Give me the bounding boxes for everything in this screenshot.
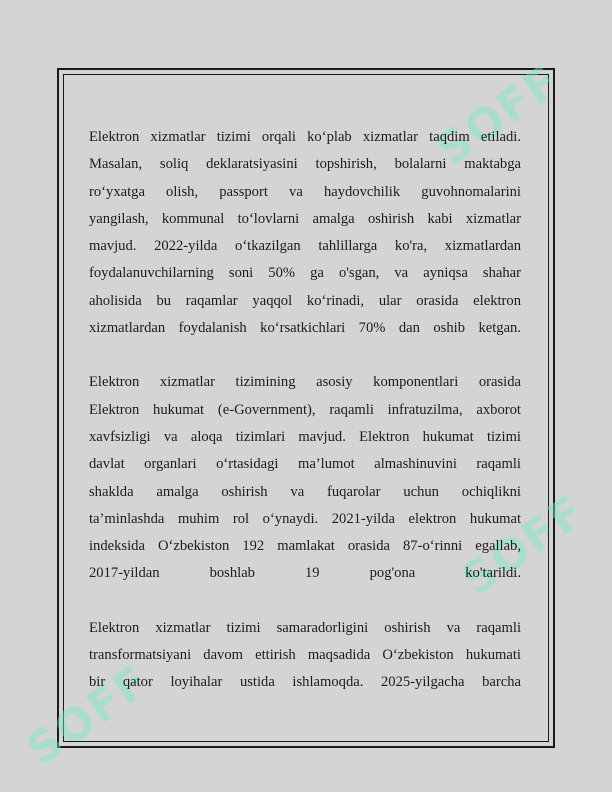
text-line: 2017-yildan boshlab 19 pog'ona ko'tarildi. [89,565,521,582]
text-line: Elektron xizmatlar tizimining asosiy komponentlari orasida [89,374,521,391]
watermark-top-right: SOFF [427,55,570,176]
document-body [89,124,521,724]
text-line: mavjud. 2022-yilda o‘tkazilgan tahlillarga ko'ra, xizmatlardan [89,238,521,255]
paragraph-2 [89,369,521,587]
text-line: ro‘yxatga olish, passport va haydovchilik guvohnomalarini [89,183,521,200]
text-line: xizmatlardan foydalanish ko‘rsatkichlari 70% dan oshib ketgan. [89,320,521,337]
text-line: Elektron xizmatlar tizimi samaradorligini oshirish va raqamli [89,619,521,636]
watermark-mid-right: SOFF [452,485,595,606]
paragraph-3 [89,615,521,697]
text-line: bir qator loyihalar ustida ishlamoqda. 2025-yilgacha barcha [89,674,521,691]
text-line: yangilash, kommunal to‘lovlarni amalga oshirish kabi xizmatlar [89,210,521,227]
paragraph-1 [89,124,521,342]
text-line: ta’minlashda muhim rol o‘ynaydi. 2021-yilda elektron hukumat [89,510,521,527]
text-line: Masalan, soliq deklaratsiyasini topshirish, bolalarni maktabga [89,156,521,173]
text-line: Elektron hukumat (e-Government), raqamli infratuzilma, axborot [89,401,521,418]
text-line: indeksida O‘zbekiston 192 mamlakat orasida 87-o‘rinni egallab, [89,538,521,555]
text-line: xavfsizligi va aloqa tizimlari mavjud. Elektron hukumat tizimi [89,428,521,445]
text-line: aholisida bu raqamlar yaqqol ko‘rinadi, ular orasida elektron [89,292,521,309]
text-line: davlat organlari o‘rtasidagi ma’lumot almashinuvini raqamli [89,456,521,473]
text-line: shaklda amalga oshirish va fuqarolar uchun ochiqlikni [89,483,521,500]
text-line: transformatsiyani davom ettirish maqsadida O‘zbekiston hukumati [89,647,521,664]
text-line: foydalanuvchilarning soni 50% ga o'sgan, va ayniqsa shahar [89,265,521,282]
watermark-bottom-left: SOFF [17,655,160,776]
text-line: Elektron xizmatlar tizimi orqali ko‘plab xizmatlar taqdim etiladi. [89,129,521,145]
